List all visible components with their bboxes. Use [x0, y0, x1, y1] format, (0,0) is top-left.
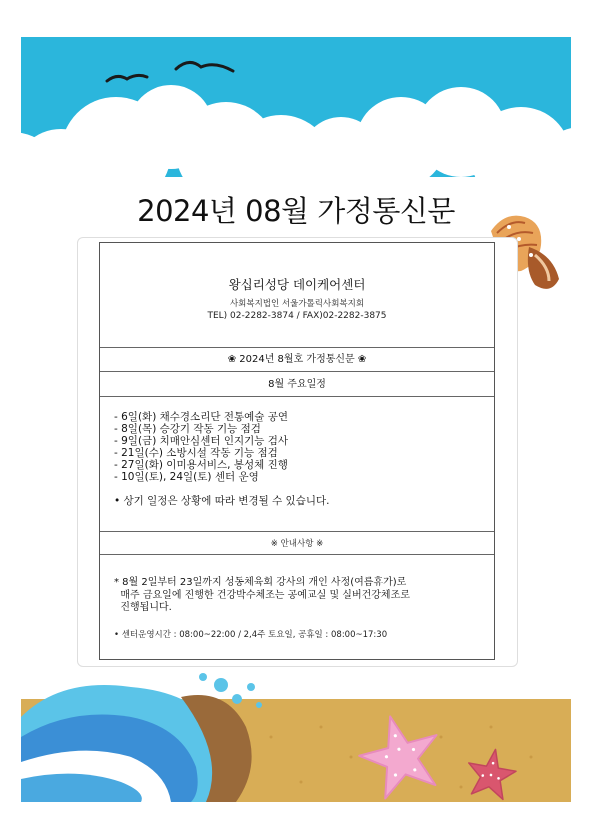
- schedule-heading: 8월 주요일정: [100, 374, 494, 397]
- schedule-item: - 21일(수) 소방시설 작동 기능 점검: [114, 447, 278, 459]
- schedule-item: - 8일(목) 승강기 작동 기능 점검: [114, 423, 261, 435]
- notice-heading: ※ 안내사항 ※: [270, 539, 324, 549]
- notice-heading-row: [100, 534, 494, 555]
- schedule-section: [100, 399, 494, 532]
- wave-illustration: [21, 673, 262, 802]
- content-frame: [99, 242, 495, 660]
- operating-hours: • 센터운영시간 : 08:00~22:00 / 2,4주 토요일, 공휴일 : 08:00~17:30: [114, 629, 388, 640]
- schedule-item: - 27일(화) 이미용서비스, 봉성체 진행: [114, 459, 288, 471]
- notice-line: 진행됩니다.: [114, 602, 172, 613]
- org-subtitle: 사회복지법인 서울가톨릭사회복지회: [229, 299, 365, 309]
- seagull-icons: [107, 62, 233, 81]
- schedule-item: - 6일(화) 채수경소리단 전통예술 공연: [114, 411, 289, 423]
- org-name: 왕십리성당 데이케어센터: [228, 277, 366, 292]
- schedule-note: • 상기 일정은 상황에 따라 변경될 수 있습니다.: [114, 495, 330, 507]
- schedule-item: - 9일(금) 치매안심센터 인지기능 검사: [114, 435, 289, 447]
- schedule-item: - 10일(토), 24일(토) 센터 운영: [114, 471, 259, 483]
- org-header: [100, 243, 494, 348]
- newsletter-title: 2024년 08월 가정통신문: [137, 194, 455, 228]
- notice-section: [100, 557, 494, 657]
- org-contact: TEL) 02-2282-3874 / FAX)02-2282-3875: [207, 311, 387, 321]
- newsletter-poster: [21, 37, 571, 802]
- issue-label: ❀ 2024년 8월호 가정통신문 ❀: [100, 349, 494, 372]
- notice-line: * 8월 2일부터 23일까지 성동체육회 강사의 개인 사정(여름휴가)로: [114, 577, 407, 588]
- notice-line: 매주 금요일에 진행한 건강박수체조는 공예교실 및 실버건강체조로: [114, 589, 410, 601]
